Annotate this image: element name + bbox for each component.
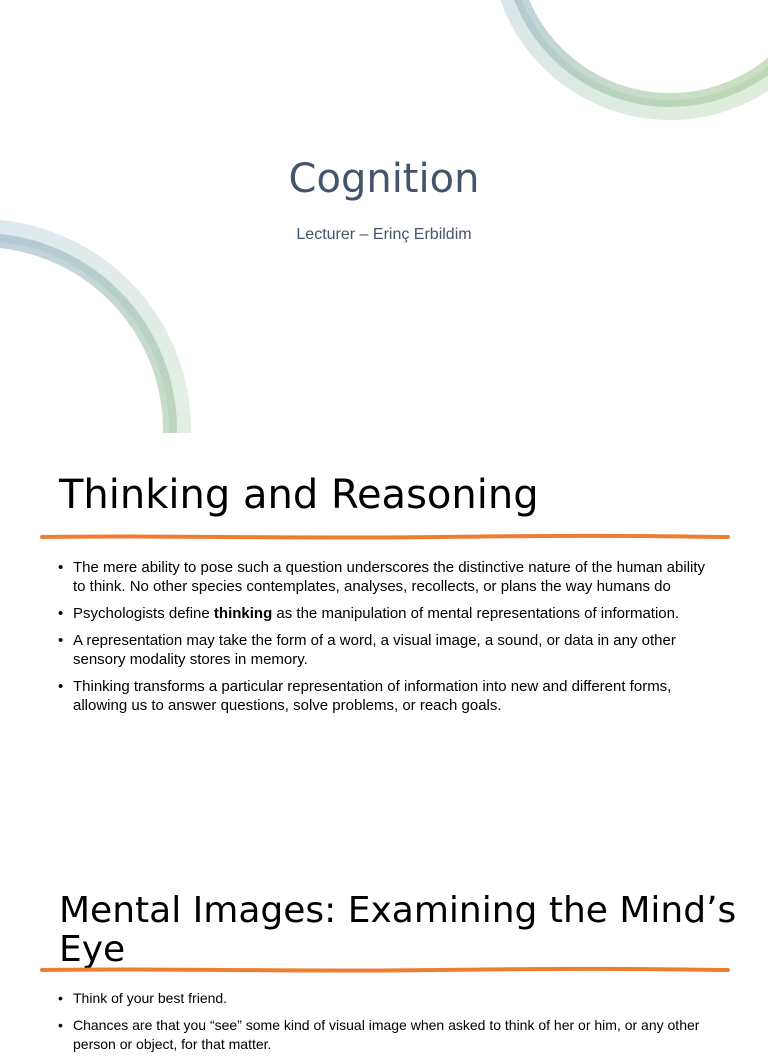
slide-thinking-and-reasoning (0, 433, 768, 865)
title-slide (0, 0, 768, 432)
bullet-icon: • (58, 990, 63, 1006)
list-item (58, 989, 718, 1008)
presentation-subtitle: Lecturer – Erinç Erbildim (296, 226, 472, 243)
presentation-title: Cognition (288, 156, 480, 202)
bullet-text: Chances are that you “see” some kind of visual image when asked to think of her or him, or any other person or object, for that matter. (73, 1017, 700, 1052)
bullet-icon: • (58, 678, 64, 695)
bullet-icon: • (58, 559, 64, 576)
bullet-icon: • (58, 1017, 63, 1033)
slide-title: Mental Images: Examining the Mind’s Eye (59, 890, 737, 970)
title-underline (40, 966, 730, 974)
bullet-text: The mere ability to pose such a question underscores the distinctive nature of the human ability to think. No other species contemplates, analyses, recollects, or plans the way humans do (73, 559, 706, 595)
list-item (58, 677, 718, 715)
bullet-list (58, 558, 718, 723)
bullet-list (58, 989, 718, 1062)
title-underline (40, 533, 730, 541)
decorative-arcs (0, 0, 768, 432)
bold-term: thinking (213, 605, 273, 622)
bullet-text: Psychologists define (73, 605, 214, 622)
list-item (58, 631, 718, 669)
list-item (58, 1016, 718, 1054)
bullet-icon: • (58, 605, 64, 622)
arc-top-right (500, 0, 768, 110)
bullet-text: Thinking transforms a particular representation of information into new and different forms, allowing us to answer questions, solve problems, or reach goals. (73, 678, 672, 714)
bullet-text: Think of your best friend. (73, 990, 228, 1006)
list-item (58, 604, 718, 623)
bullet-icon: • (58, 632, 64, 649)
list-item (58, 558, 718, 596)
bullet-text: as the manipulation of mental representations of information. (272, 605, 680, 622)
bullet-text: A representation may take the form of a word, a visual image, a sound, or data in any other sensory modality stores in memory. (73, 632, 676, 668)
slide-mental-images (0, 866, 768, 1052)
slide-title: Thinking and Reasoning (59, 472, 539, 518)
